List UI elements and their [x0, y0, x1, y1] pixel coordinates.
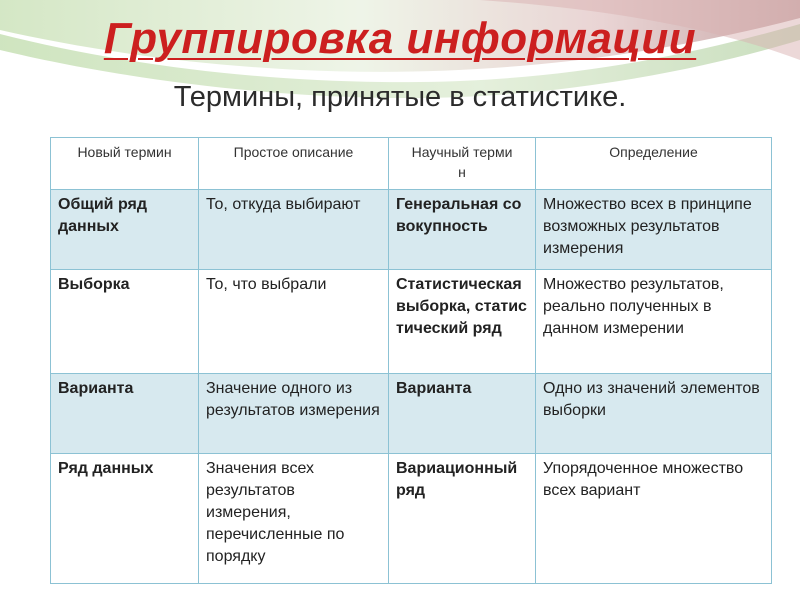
- column-header-definition: Определение: [536, 138, 772, 190]
- cell-simple-description: Значение одного из результатов измерения: [199, 374, 389, 454]
- table-row: [51, 374, 772, 454]
- cell-scientific-term: Генеральная совокупность: [389, 190, 536, 270]
- table-row: [51, 270, 772, 374]
- slide-subtitle: Термины, принятые в статистике.: [173, 81, 627, 113]
- cell-simple-description: Значения всех результатов измерения, перечисленные по порядку: [199, 454, 389, 584]
- cell-scientific-term: Вариационный ряд: [389, 454, 536, 584]
- cell-definition: Упорядоченное множество всех вариант: [536, 454, 772, 584]
- cell-new-term: Варианта: [51, 374, 199, 454]
- cell-scientific-term: Статистическая выборка, статистический ряд: [389, 270, 536, 374]
- cell-simple-description: То, что выбрали: [199, 270, 389, 374]
- terms-table: [50, 137, 772, 584]
- column-header-new-term: Новый термин: [51, 138, 199, 190]
- cell-new-term: Ряд данных: [51, 454, 199, 584]
- cell-definition: Множество результатов, реально полученных в данном измерении: [536, 270, 772, 374]
- table-header-row: [51, 138, 772, 190]
- column-header-scientific-term: Научный термин: [389, 138, 536, 190]
- slide-title: Группировка информации: [103, 14, 697, 63]
- cell-definition: Одно из значений элементов выборки: [536, 374, 772, 454]
- table-row: [51, 454, 772, 584]
- table-row: [51, 190, 772, 270]
- cell-new-term: Выборка: [51, 270, 199, 374]
- cell-scientific-term: Варианта: [389, 374, 536, 454]
- cell-definition: Множество всех в принципе возможных результатов измерения: [536, 190, 772, 270]
- column-header-simple-description: Простое описание: [199, 138, 389, 190]
- cell-simple-description: То, откуда выбирают: [199, 190, 389, 270]
- cell-new-term: Общий ряд данных: [51, 190, 199, 270]
